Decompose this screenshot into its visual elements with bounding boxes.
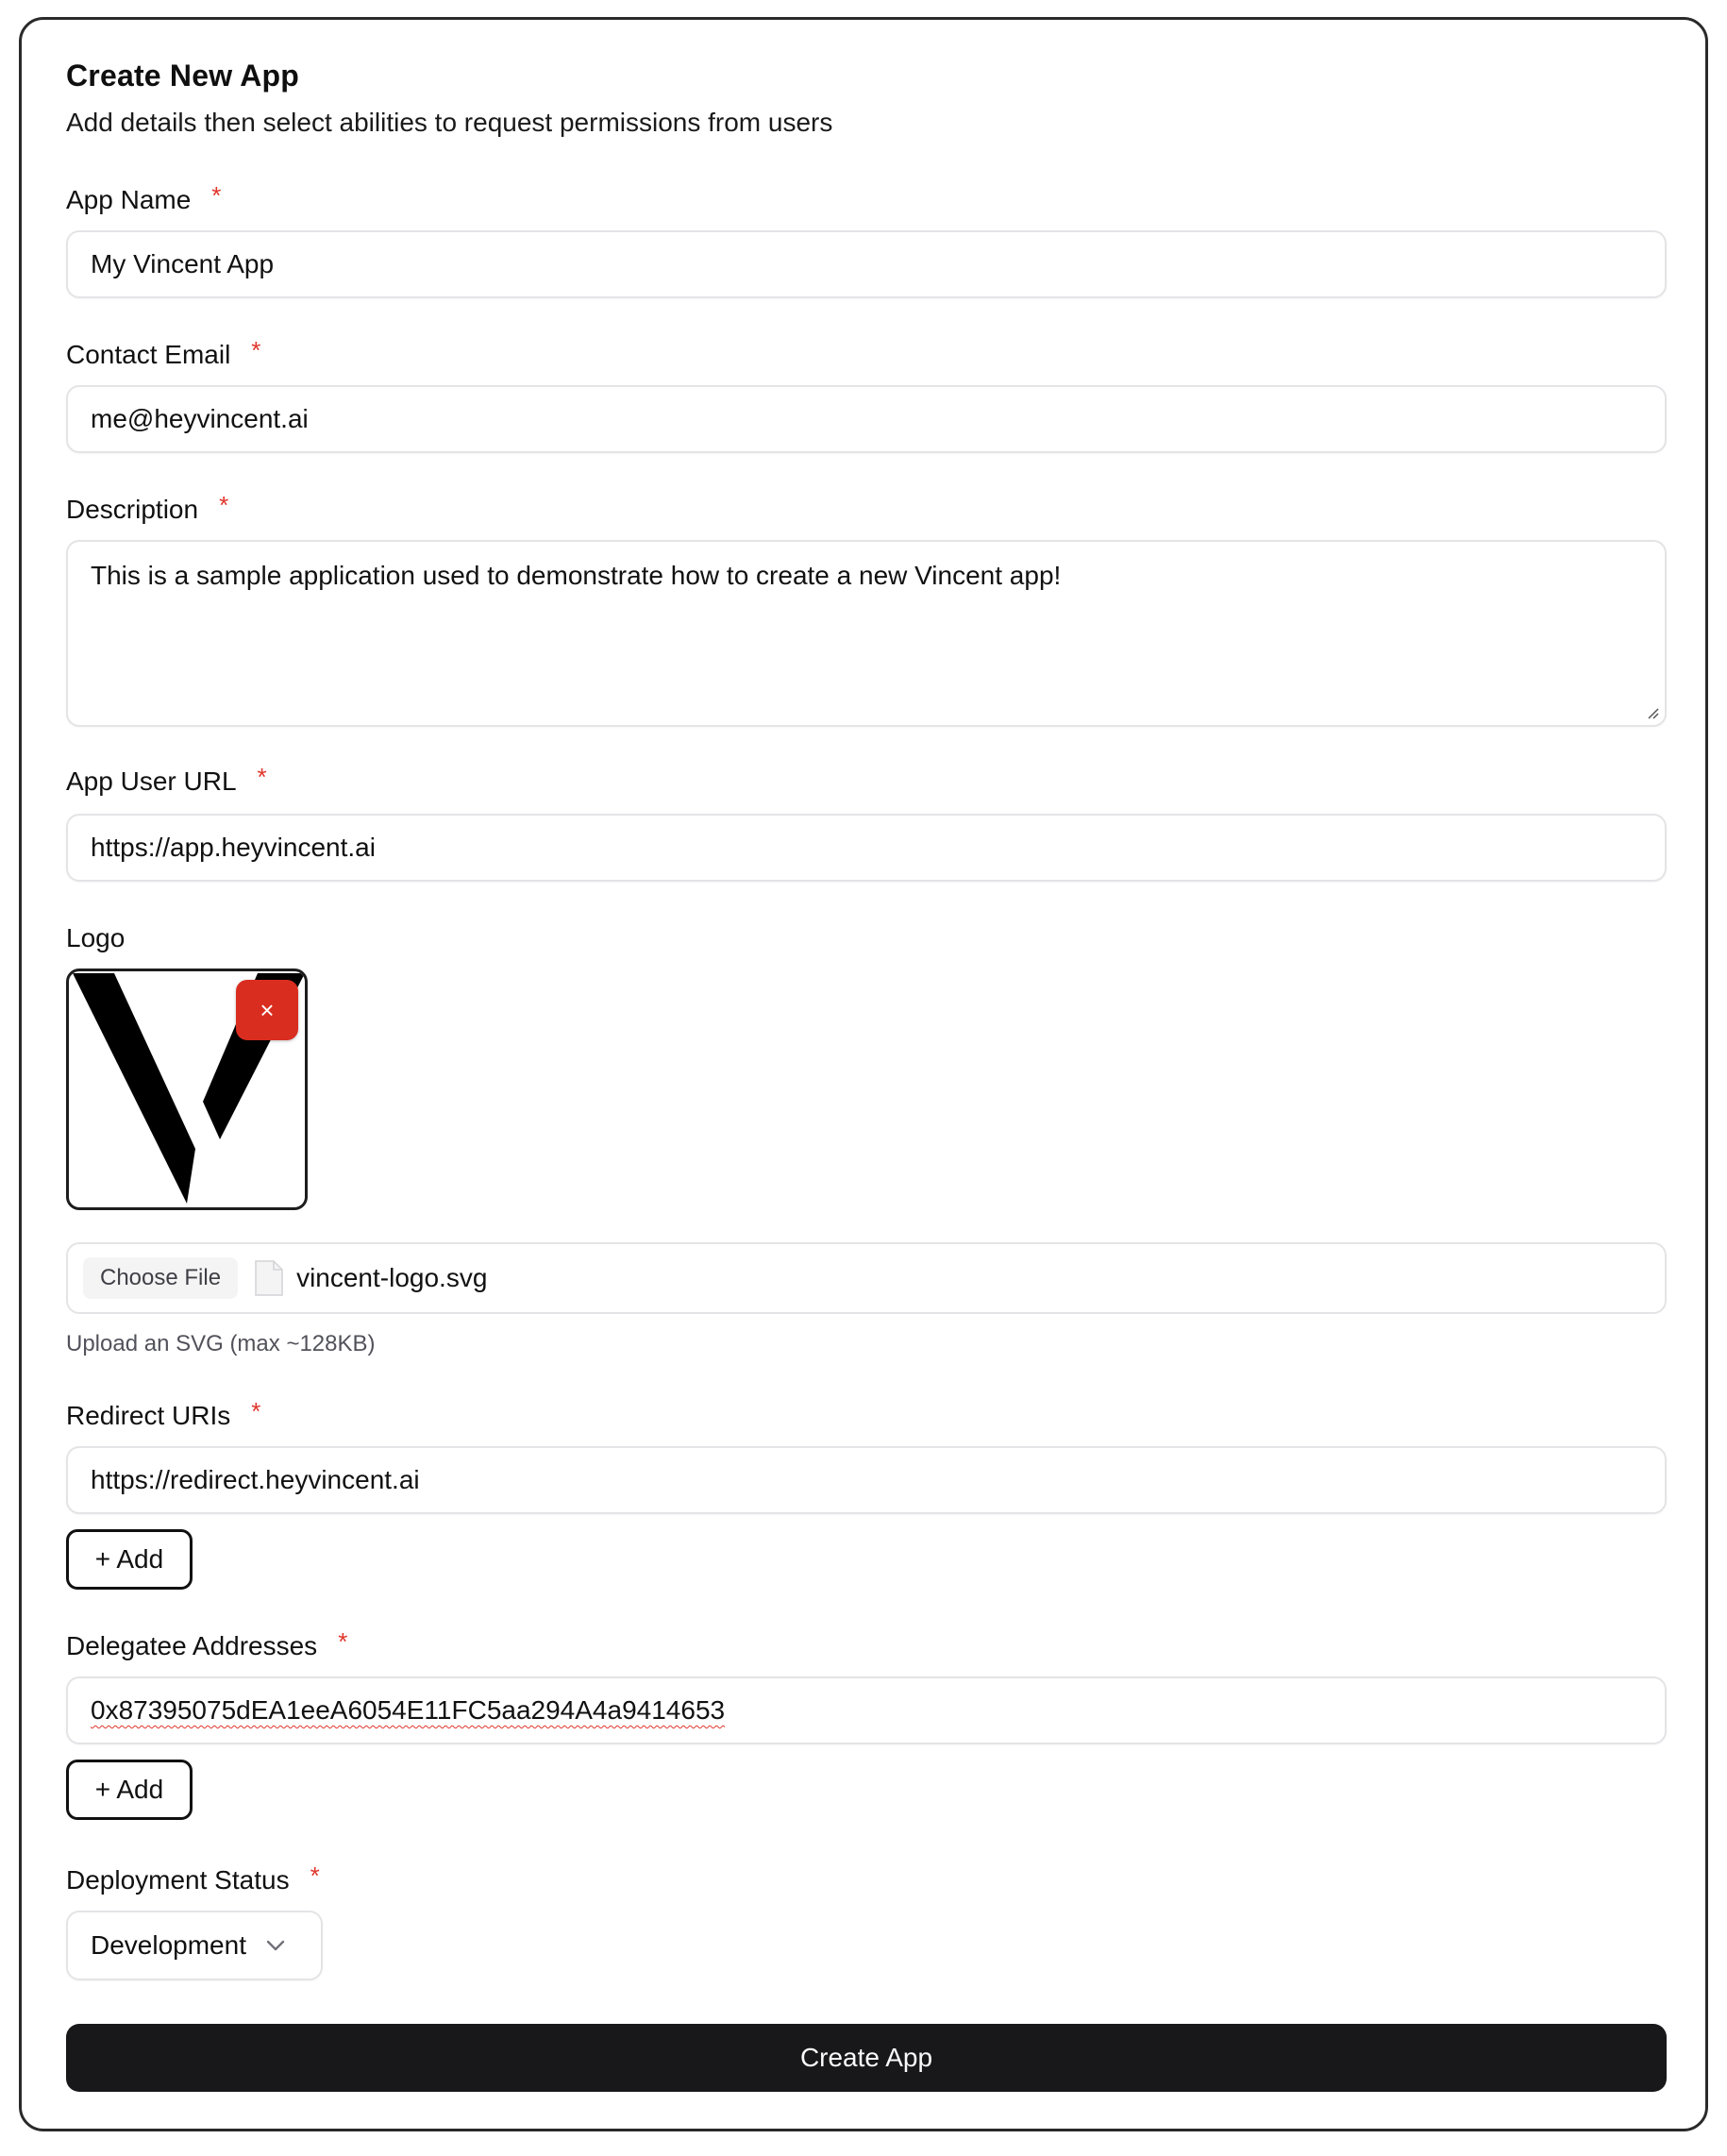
add-redirect-uri-label: + Add [94,1544,164,1574]
page-subtitle: Add details then select abilities to request permissions from users [66,108,833,137]
deployment-status-select[interactable] [66,1911,323,1980]
required-marker: * [219,491,229,519]
choose-file-button[interactable] [83,1257,238,1299]
contact-email-label [66,336,261,370]
redirect-uris-label-text: Redirect URIs [66,1401,231,1430]
close-icon: × [260,995,275,1024]
app-name-value: My Vincent App [91,249,275,278]
required-marker: * [251,1397,261,1425]
logo-label-text: Logo [66,923,126,952]
app-user-url-label [66,763,267,797]
required-marker: * [338,1627,348,1656]
chevron-down-icon [265,1939,286,1952]
app-name-label [66,181,222,215]
remove-logo-button[interactable] [236,980,298,1040]
logo-file-input[interactable] [66,1242,1667,1314]
logo-help-text: Upload an SVG (max ~128KB) [66,1331,376,1356]
add-delegatee-address-button[interactable] [66,1760,193,1820]
delegatee-address-value: 0x87395075dEA1eeA6054E11FC5aa294A4a9414653 [91,1695,726,1725]
resize-handle-icon[interactable] [1646,706,1659,719]
app-user-url-value: https://app.heyvincent.ai [91,833,376,862]
description-value: This is a sample application used to demonstrate how to create a new Vincent app! [91,561,1062,590]
redirect-uris-label [66,1397,261,1431]
required-marker: * [211,181,222,210]
required-marker: * [257,763,267,791]
add-redirect-uri-button[interactable] [66,1529,193,1590]
description-label-text: Description [66,495,199,524]
app-user-url-input[interactable] [66,814,1667,882]
deployment-status-label [66,1861,320,1895]
delegatee-address-input[interactable] [66,1676,1667,1744]
required-marker: * [310,1861,320,1890]
add-delegatee-address-label: + Add [94,1775,164,1804]
contact-email-label-text: Contact Email [66,340,231,369]
deployment-status-label-text: Deployment Status [66,1865,290,1895]
contact-email-input[interactable] [66,385,1667,453]
redirect-uri-input[interactable] [66,1446,1667,1514]
logo-label [66,923,125,953]
create-app-button[interactable] [66,2024,1667,2092]
delegatee-addresses-label-text: Delegatee Addresses [66,1631,318,1660]
delegatee-addresses-label [66,1627,348,1661]
app-name-label-text: App Name [66,185,192,214]
page-title: Create New App [66,59,300,93]
file-icon [253,1259,285,1297]
create-app-button-label: Create App [799,2043,933,2072]
description-label [66,491,229,525]
selected-file-name: vincent-logo.svg [296,1263,488,1292]
redirect-uri-value: https://redirect.heyvincent.ai [91,1465,420,1494]
required-marker: * [251,336,261,364]
app-name-input[interactable] [66,230,1667,298]
app-user-url-label-text: App User URL [66,766,237,796]
description-textarea[interactable] [66,540,1667,727]
contact-email-value: me@heyvincent.ai [91,404,309,433]
deployment-status-value: Development [91,1930,246,1960]
choose-file-label: Choose File [100,1265,222,1290]
